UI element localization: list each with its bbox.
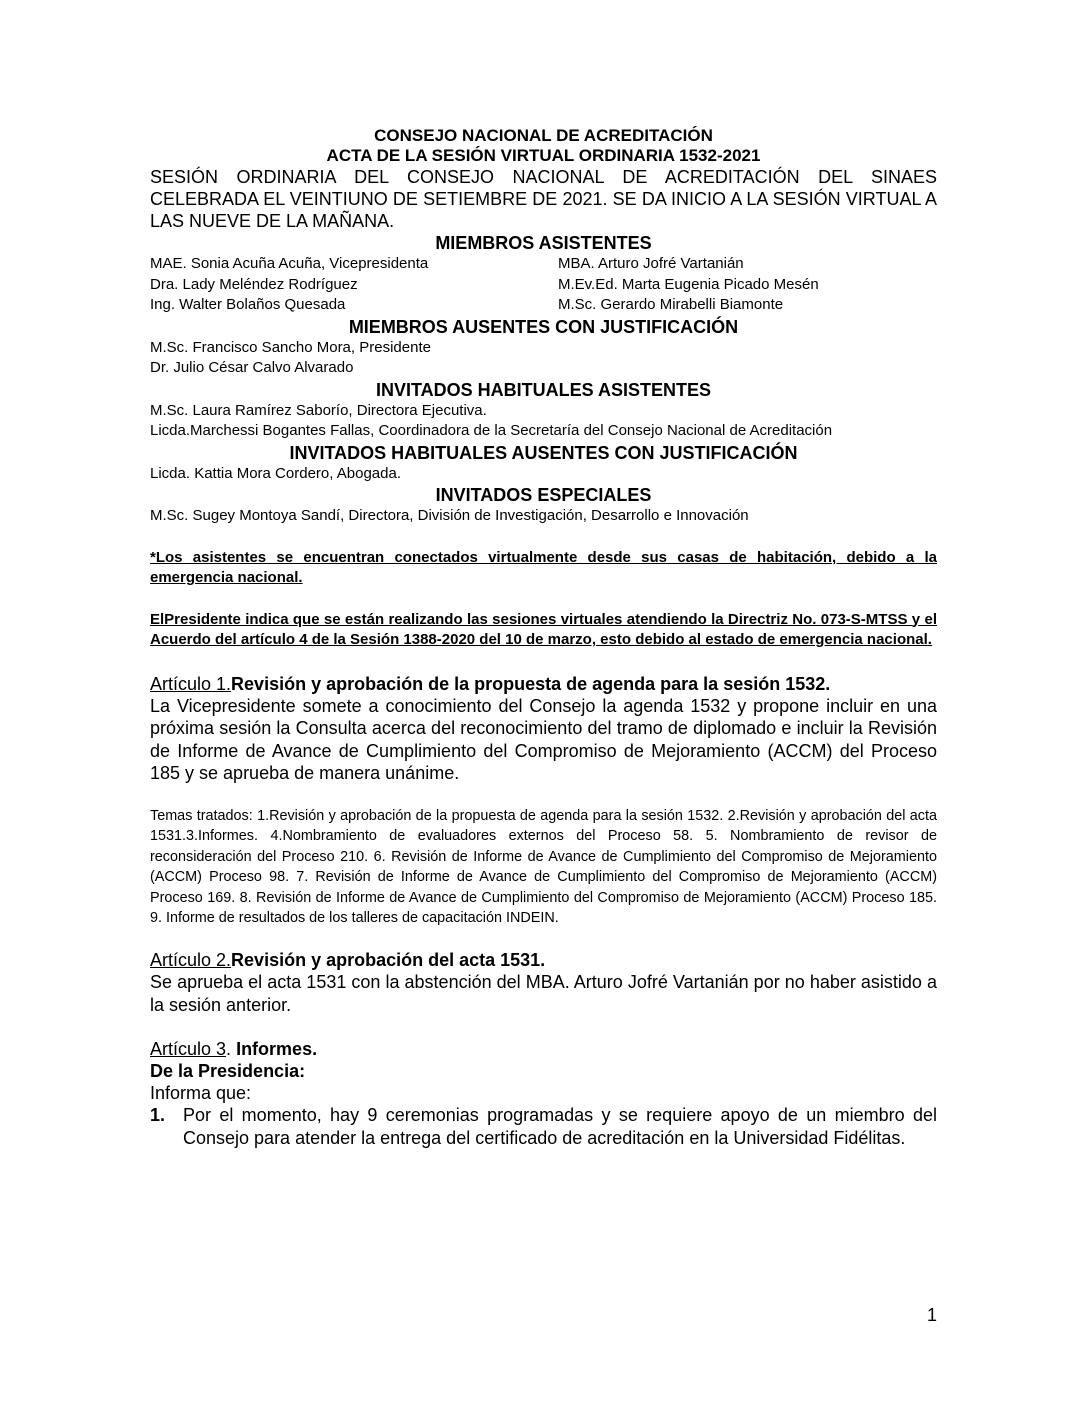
invitados-ausentes-heading: INVITADOS HABITUALES AUSENTES CON JUSTIFICACIÓN <box>289 442 798 463</box>
acta-title: ACTA DE LA SESIÓN VIRTUAL ORDINARIA 1532-2021 <box>326 146 761 165</box>
member-name: Dra. Lady Meléndez Rodríguez <box>150 275 358 293</box>
directriz-note-end: . <box>927 631 932 648</box>
articulo-1-heading <box>150 673 937 695</box>
member-name: MAE. Sonia Acuña Acuña, Vicepresidenta <box>150 255 429 272</box>
miembros-asistentes-list <box>150 254 937 316</box>
list-item <box>150 1104 937 1149</box>
articulo-3-sep: . <box>226 1039 237 1060</box>
member-name: M.Ev.Ed. Marta Eugenia Picado Mesén <box>558 275 819 293</box>
member-name: Ing. Walter Bolaños Quesada <box>150 296 346 313</box>
articulo-3-label: Artículo 3 <box>150 1039 227 1060</box>
miembros-asistentes-heading: MIEMBROS ASISTENTES <box>435 233 652 253</box>
articulo-2-heading <box>150 949 937 971</box>
guest-name: Licda. Kattia Mora Cordero, Abogada. <box>150 464 401 482</box>
directriz-note-text: ElPresidente indica que se están realizando las sesiones virtuales atendiendo la Directriz No. 073-S-MTSS y el Acuerdo del artículo 4 de la Sesión 1388-2020 del 10 de marzo, esto debido al estado de emergencia nacional <box>150 610 937 648</box>
list-item-number: 1. <box>150 1105 166 1126</box>
virtual-note <box>150 548 937 589</box>
member-name: Dr. Julio César Calvo Alvarado <box>150 359 354 376</box>
miembros-ausentes-heading: MIEMBROS AUSENTES CON JUSTIFICACIÓN <box>348 316 739 337</box>
list-item-text: Por el momento, hay 9 ceremonias programadas y se requiere apoyo de un miembro del Consejo para atender la entrega del certificado de acreditación en la Universidad Fidélitas. <box>183 1105 937 1148</box>
guest-name: M.Sc. Sugey Montoya Sandí, Directora, División de Investigación, Desarrollo e Innovación <box>150 507 749 524</box>
document-page <box>150 126 937 1149</box>
articulo-2-label: Artículo 2. <box>150 950 232 971</box>
temas-tratados: Temas tratados: 1.Revisión y aprobación de la propuesta de agenda para la sesión 1532. 2.Revisión y aprobación del acta 1531.3.Informes. 4.Nombramiento de evaluadores externos del Proceso 58. 5. Nombramiento de revisor de reconsideración del Proceso 210. 6. Revisión de Informe de Avance de Cumplimiento del Compromiso de Mejoramiento (ACCM) Proceso 98. 7. Revisión de Informe de Avance de Cumplimiento del Compromiso de Mejoramiento (ACCM) Proceso 169. 8. Revisión de Informe de Avance de Cumplimiento del Compromiso de Mejoramiento (ACCM) Proceso 185. 9. Informe de resultados de los talleres de capacitación INDEIN. <box>150 807 937 927</box>
articulo-1-label: Artículo 1. <box>150 673 232 694</box>
guest-name: M.Sc. Laura Ramírez Saborío, Directora Ejecutiva. <box>150 401 487 419</box>
articulo-3-title: Informes. <box>236 1039 318 1060</box>
articulo-2-body: Se aprueba el acta 1531 con la abstención del MBA. Arturo Jofré Vartanián por no haber asistido a la sesión anterior. <box>150 972 937 1015</box>
invitados-especiales-heading: INVITADOS ESPECIALES <box>435 485 652 505</box>
guest-name: Licda.Marchessi Bogantes Fallas, Coordinadora de la Secretaría del Consejo Nacional de Acreditación <box>150 422 833 439</box>
articulo-1-title: Revisión y aprobación de la propuesta de agenda para la sesión 1532. <box>231 673 831 694</box>
org-title: CONSEJO NACIONAL DE ACREDITACIÓN <box>374 126 713 145</box>
virtual-note-end: . <box>298 569 303 586</box>
informa-que: Informa que: <box>150 1083 252 1104</box>
virtual-note-text: *Los asistentes se encuentran conectados virtualmente desde sus casas de habitación, debido a la emergencia nacional <box>150 548 937 586</box>
articulo-1-body: La Vicepresidente somete a conocimiento del Consejo la agenda 1532 y propone incluir en una próxima sesión la Consulta acerca del reconocimiento del tramo de diplomado e incluir la Revisión de Informe de Avance de Cumplimiento del Compromiso de Mejoramiento (ACCM) del Proceso 185 y se aprueba de manera unánime. <box>150 695 937 783</box>
member-name: M.Sc. Francisco Sancho Mora, Presidente <box>150 338 431 356</box>
presidencia-subheading: De la Presidencia: <box>150 1061 306 1082</box>
page-number: 1 <box>926 1305 937 1325</box>
articulo-2-title: Revisión y aprobación del acta 1531. <box>231 950 546 971</box>
invitados-asistentes-heading: INVITADOS HABITUALES ASISTENTES <box>375 379 712 400</box>
articulo-3-heading <box>150 1038 937 1060</box>
directriz-note <box>150 610 937 651</box>
session-intro: SESIÓN ORDINARIA DEL CONSEJO NACIONAL DE ACREDITACIÓN DEL SINAES CELEBRADA EL VEINTIUNO DE SETIEMBRE DE 2021. SE DA INICIO A LA SESIÓN VIRTUAL A LAS NUEVE DE LA MAÑANA. <box>150 167 937 231</box>
member-name: M.Sc. Gerardo Mirabelli Biamonte <box>558 296 784 313</box>
member-name: MBA. Arturo Jofré Vartanián <box>558 255 744 272</box>
